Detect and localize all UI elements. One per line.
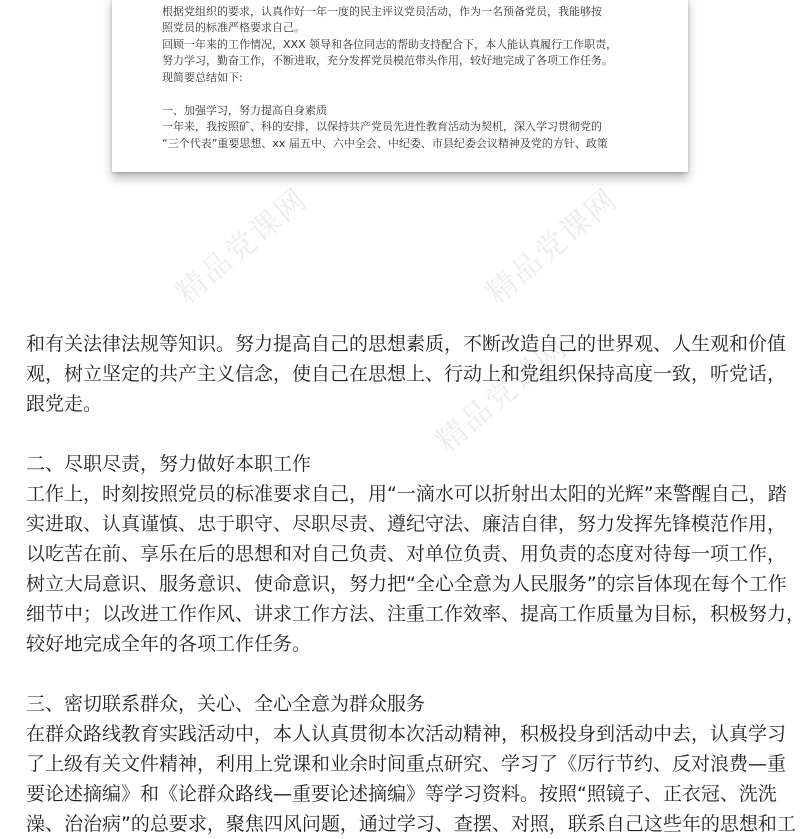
section-heading-3: 三、密切联系群众，关心、全心全意为群众服务 (26, 693, 426, 715)
preview-heading-line: 一、加强学习，努力提高自身素质 (162, 103, 327, 117)
body-line: 了上级有关文件精神，利用上党课和业余时间重点研究、学习了《厉行节约、反对浪费—重 (26, 753, 787, 775)
body-line: 澡、治治病”的总要求，聚焦四风问题，通过学习、查摆、对照，联系自己这些年的思想和工 (26, 813, 796, 835)
preview-blank-line (162, 86, 662, 103)
preview-line: 一年来，我按照矿、科的安排，以保持共产党员先进性教育活动为契机，深入学习贯彻党的 (162, 120, 602, 133)
document-body (26, 329, 805, 839)
watermark: 精品党课网 (429, 329, 575, 460)
body-line: 树立大局意识、服务意识、使命意识，努力把“全心全意为人民服务”的宗旨体现在每个工作 (26, 573, 787, 595)
body-line: 跟党走。 (26, 393, 103, 415)
body-line: 较好地完成全年的各项工作任务。 (26, 633, 312, 655)
preview-line: 根据党组织的要求，认真作好一年一度的民主评议党员活动，作为一名预备党员，我能够按 (162, 4, 602, 18)
watermark: 精品党课网 (169, 181, 315, 312)
body-blank-line (26, 419, 786, 449)
preview-line: 回顾一年来的工作情况，XXX 领导和各位同志的帮助支持配合下，本人能认真履行工作职责， (162, 37, 618, 51)
body-line: 要论述摘编》和《论群众路线—重要论述摘编》等学习资料。按照“照镜子、正衣冠、洗洗 (26, 783, 777, 805)
body-blank-line (26, 659, 786, 689)
section-heading-2: 二、尽职尽责，努力做好本职工作 (26, 453, 312, 475)
body-line: 工作上，时刻按照党员的标准要求自己，用“一滴水可以折射出太阳的光辉”来警醒自己，踏 (26, 483, 787, 505)
preview-line: 现简要总结如下: (162, 70, 243, 84)
preview-text-block (162, 0, 662, 152)
body-line: 细节中；以改进工作作风、讲求工作方法、注重工作效率、提高工作质量为目标，积极努力， (26, 603, 805, 625)
preview-line: “三个代表”重要思想、xx 届五中、六中全会、中纪委、市县纪委会议精神及党的方针、政策 (162, 136, 608, 150)
body-line: 观，树立坚定的共产主义信念，使自己在思想上、行动上和党组织保持高度一致，听党话， (26, 363, 787, 385)
body-line: 和有关法律法规等知识。努力提高自己的思想素质，不断改造自己的世界观、人生观和价值 (26, 333, 787, 355)
body-line: 在群众路线教育实践活动中，本人认真贯彻本次活动精神，积极投身到活动中去，认真学习 (26, 723, 787, 745)
body-line: 以吃苦在前、享乐在后的思想和对自己负责、对单位负责、用负责的态度对待每一项工作， (26, 543, 787, 565)
watermark: 精品党课网 (479, 181, 625, 312)
body-line: 实进取、认真谨慎、忠于职守、尽职尽责、遵纪守法、廉洁自律，努力发挥先锋模范作用， (26, 513, 787, 535)
document-preview-card (112, 0, 688, 172)
preview-line: 努力学习，勤奋工作，不断进取，充分发挥党员模范带头作用，较好地完成了各项工作任务。 (162, 54, 613, 67)
preview-line: 照党员的标准严格要求自己。 (162, 21, 305, 34)
